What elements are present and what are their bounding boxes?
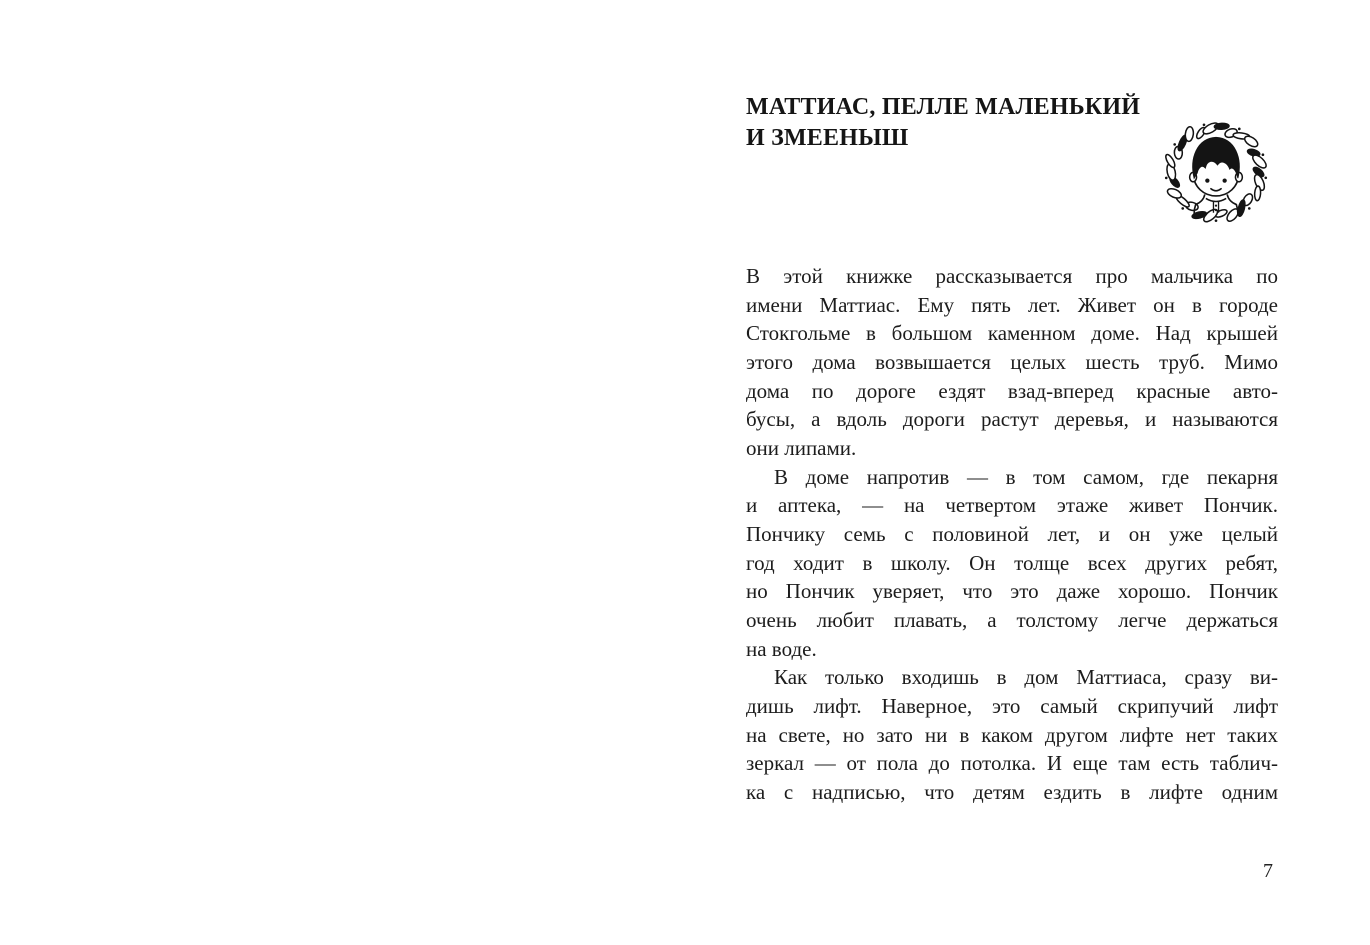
text-line: но Пончик уверяет, что это даже хорошо. Пончик — [746, 579, 1278, 604]
page-number: 7 — [1263, 860, 1273, 882]
text-line: зеркал — от пола до потолка. И еще там есть таблич- — [746, 751, 1278, 776]
text-line: ка с надписью, что детям ездить в лифте одним — [746, 779, 1278, 804]
chapter-title-line-2: И ЗМЕЕНЫШ — [746, 125, 909, 151]
text-line: очень любит плавать, а толстому легче держаться — [746, 607, 1278, 632]
text-line: Стокгольме в большом каменном доме. Над крышей — [746, 321, 1278, 346]
chapter-title — [746, 92, 1166, 154]
chapter-title-line-1: МАТТИАС, ПЕЛЛЕ МАЛЕНЬКИЙ — [746, 94, 1141, 120]
text-line: имени Маттиас. Ему пять лет. Живет он в городе — [746, 292, 1278, 317]
text-line: В этой книжке рассказывается про мальчика по — [746, 264, 1278, 288]
text-line: они липами. — [746, 435, 857, 460]
text-line: на свете, но зато ни в каком другом лифте нет таких — [746, 722, 1278, 747]
text-line: дома по дороге ездят взад-вперед красные авто- — [746, 378, 1278, 403]
boy-portrait-in-wreath-illustration — [1160, 114, 1272, 230]
body-text — [746, 262, 1278, 806]
text-line: год ходит в школу. Он толще всех других ребят, — [746, 550, 1278, 575]
text-line: этого дома возвышается целых шесть труб. Мимо — [746, 349, 1278, 374]
paragraph — [746, 463, 1278, 664]
text-line: Пончику семь с половиной лет, и он уже целый — [746, 521, 1278, 546]
text-line: В доме напротив — в том самом, где пекарня — [774, 464, 1278, 489]
text-line: бусы, а вдоль дороги растут деревья, и называются — [746, 407, 1278, 432]
paragraph — [746, 663, 1278, 806]
text-line: и аптека, — на четвертом этаже живет Пончик. — [746, 493, 1278, 518]
text-line: Как только входишь в дом Маттиаса, сразу ви- — [774, 665, 1278, 690]
paragraph — [746, 262, 1278, 463]
text-line: дишь лифт. Наверное, это самый скрипучий лифт — [746, 693, 1278, 718]
text-line: на воде. — [746, 636, 817, 661]
